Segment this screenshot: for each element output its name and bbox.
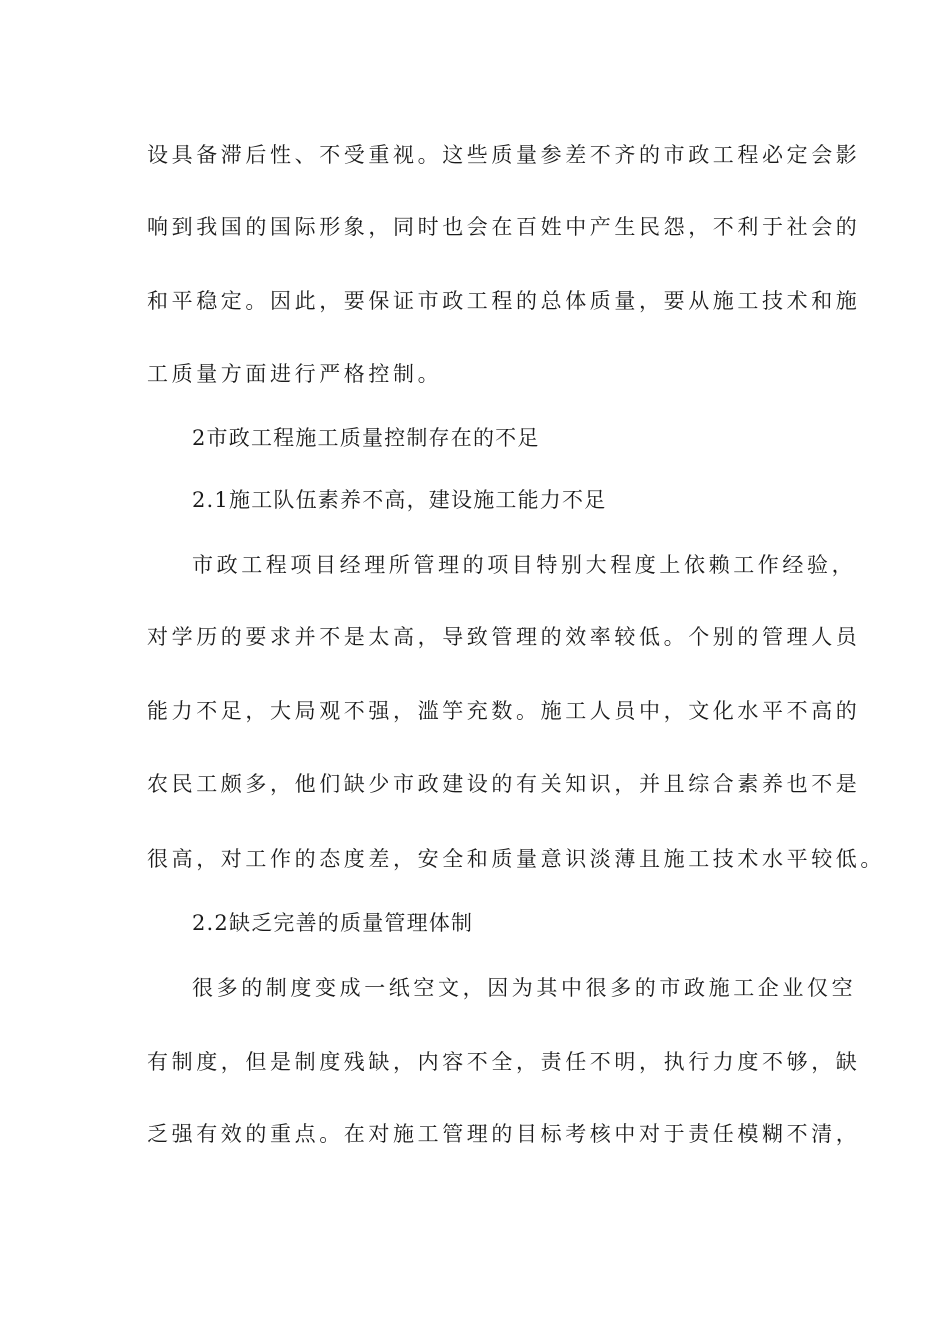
paragraph-line: 工质量方面进行严格控制。	[147, 362, 443, 386]
paragraph-line: 很多的制度变成一纸空文，因为其中很多的市政施工企业仅空	[192, 976, 857, 1000]
paragraph-line: 市政工程项目经理所管理的项目特别大程度上依赖工作经验，	[192, 553, 857, 577]
subsection-heading: 2.1施工队伍素养不高，建设施工能力不足	[192, 488, 607, 512]
paragraph-line: 农民工颇多，他们缺少市政建设的有关知识，并且综合素养也不是	[147, 772, 861, 796]
paragraph-line: 乏强有效的重点。在对施工管理的目标考核中对于责任模糊不清，	[147, 1122, 861, 1146]
paragraph-line: 很高，对工作的态度差，安全和质量意识淡薄且施工技术水平较低。	[147, 847, 885, 871]
paragraph-line: 能力不足，大局观不强，滥竽充数。施工人员中，文化水平不高的	[147, 699, 861, 723]
paragraph-line: 设具备滞后性、不受重视。这些质量参差不齐的市政工程必定会影	[147, 143, 861, 167]
paragraph-line: 对学历的要求并不是太高，导致管理的效率较低。个别的管理人员	[147, 625, 861, 649]
subsection-heading: 2.2缺乏完善的质量管理体制	[192, 911, 474, 935]
paragraph-line: 响到我国的国际形象，同时也会在百姓中产生民怨，不利于社会的	[147, 215, 861, 239]
paragraph-line: 有制度，但是制度残缺，内容不全，责任不明，执行力度不够，缺	[147, 1050, 861, 1074]
paragraph-line: 和平稳定。因此，要保证市政工程的总体质量，要从施工技术和施	[147, 289, 861, 313]
section-heading: 2市政工程施工质量控制存在的不足	[192, 426, 540, 450]
